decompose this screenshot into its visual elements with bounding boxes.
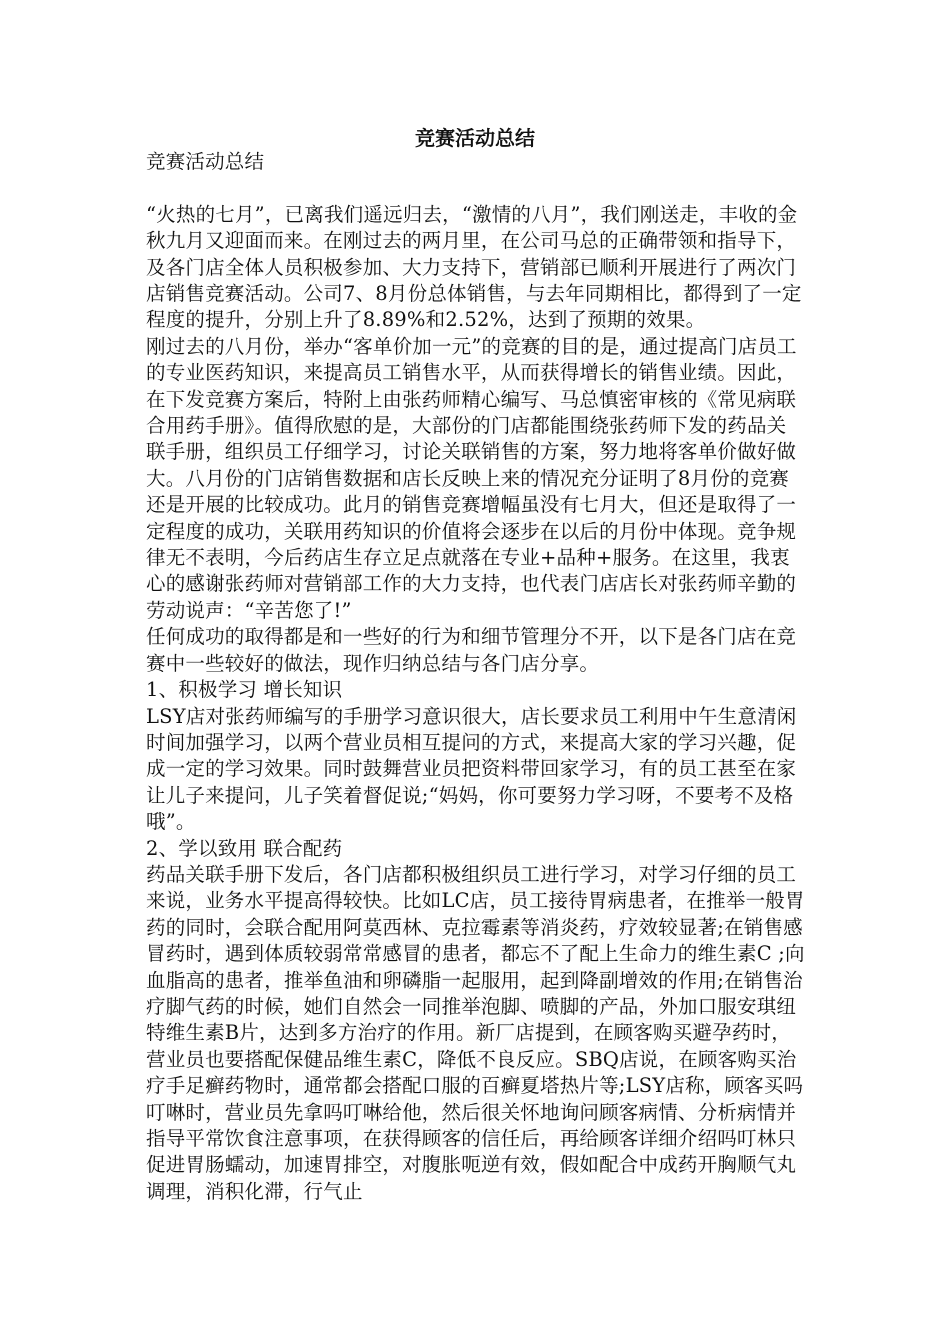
- paragraph-intro: “火热的七月”，已离我们遥远归去，“激情的八月”，我们刚送走，丰收的金秋九月又迎面而来。在刚过去的两月里，在公司马总的正确带领和指导下，及各门店全体人员积极参加、大力支持下，营销部已顺利开展进行了两次门店销售竞赛活动。公司7、8月份总体销售，与去年同期相比，都得到了一定程度的提升，分别上升了8.89%和2.52%，达到了预期的效果。: [146, 202, 802, 332]
- document-subtitle: 竞赛活动总结: [146, 150, 265, 173]
- section-heading-1: 1、积极学习 增长知识: [146, 678, 343, 702]
- blank-line: [146, 175, 806, 201]
- paragraph-august-competition: 刚过去的八月份，举办“客单价加一元”的竞赛的目的是，通过提高门店员工的专业医药知识，来提高员工销售水平，从而获得增长的销售业绩。因此，在下发竞赛方案后，特附上由张药师精心编写、马总慎密审核的《常见病联合用药手册》。值得欣慰的是，大部份的门店都能围绕张药师下发的药品关联手册，组织员工仔细学习，讨论关联销售的方案，努力地将客单价做好做大。八月份的门店销售数据和店长反映上来的情况充分证明了8月份的竞赛还是开展的比较成功。此月的销售竞赛增幅虽没有七月大，但还是取得了一定程度的成功，关联用药知识的价值将会逐步在以后的月份中体现。竞争规律无不表明，今后药店生存立足点就落在专业+品种+服务。在这里，我衷心的感谢张药师对营销部工作的大力支持，也代表门店店长对张药师辛勤的劳动说声：“辛苦您了!”: [146, 334, 797, 622]
- paragraph-summary-intro: 任何成功的取得都是和一些好的行为和细节管理分不开，以下是各门店在竞赛中一些较好的做法，现作归纳总结与各门店分享。: [146, 625, 797, 675]
- paragraph-section-2: 药品关联手册下发后，各门店都积极组织员工进行学习，对学习仔细的员工来说，业务水平提高得较快。比如LC店，员工接待胃病患者，在推举一般胃药的同时，会联合配用阿莫西林、克拉霉素等消炎药，疗效较显著;在销售感冒药时，遇到体质较弱常常感冒的患者，都忘不了配上生命力的维生素C ;向血脂高的患者，推举鱼油和卵磷脂一起服用，起到降副增效的作用;在销售治疗脚气药的时候，她们自然会一同推举泡脚、喷脚的产品，外加口服安琪纽特维生素B片，达到多方治疗的作用。新厂店提到，在顾客购买避孕药时，营业员也要搭配保健品维生素C，降低不良反应。SBQ店说，在顾客购买治疗手足癣药物时，通常都会搭配口服的百癣夏塔热片等;LSY店称，顾客买吗叮啉时，营业员先拿吗叮啉给他，然后很关怀地询问顾客病情、分析病情并指导平常饮食注意事项，在获得顾客的信任后，再给顾客详细介绍吗叮林只促进胃肠蠕动，加速胃排空，对腹胀呃逆有效，假如配合中成药开胸顺气丸调理，消积化滞，行气止: [146, 862, 805, 1203]
- paragraph-section-1: LSY店对张药师编写的手册学习意识很大，店长要求员工利用中午生意清闲时间加强学习，以两个营业员相互提问的方式，来提高大家的学习兴趣，促成一定的学习效果。同时鼓舞营业员把资料带回家学习，有的员工甚至在家让儿子来提问，儿子笑着督促说;“妈妈，你可要努力学习呀，不要考不及格哦”。: [146, 704, 797, 834]
- document-title: 竞赛活动总结: [415, 126, 535, 150]
- section-heading-2: 2、学以致用 联合配药: [146, 836, 343, 860]
- document-body: [146, 149, 806, 1205]
